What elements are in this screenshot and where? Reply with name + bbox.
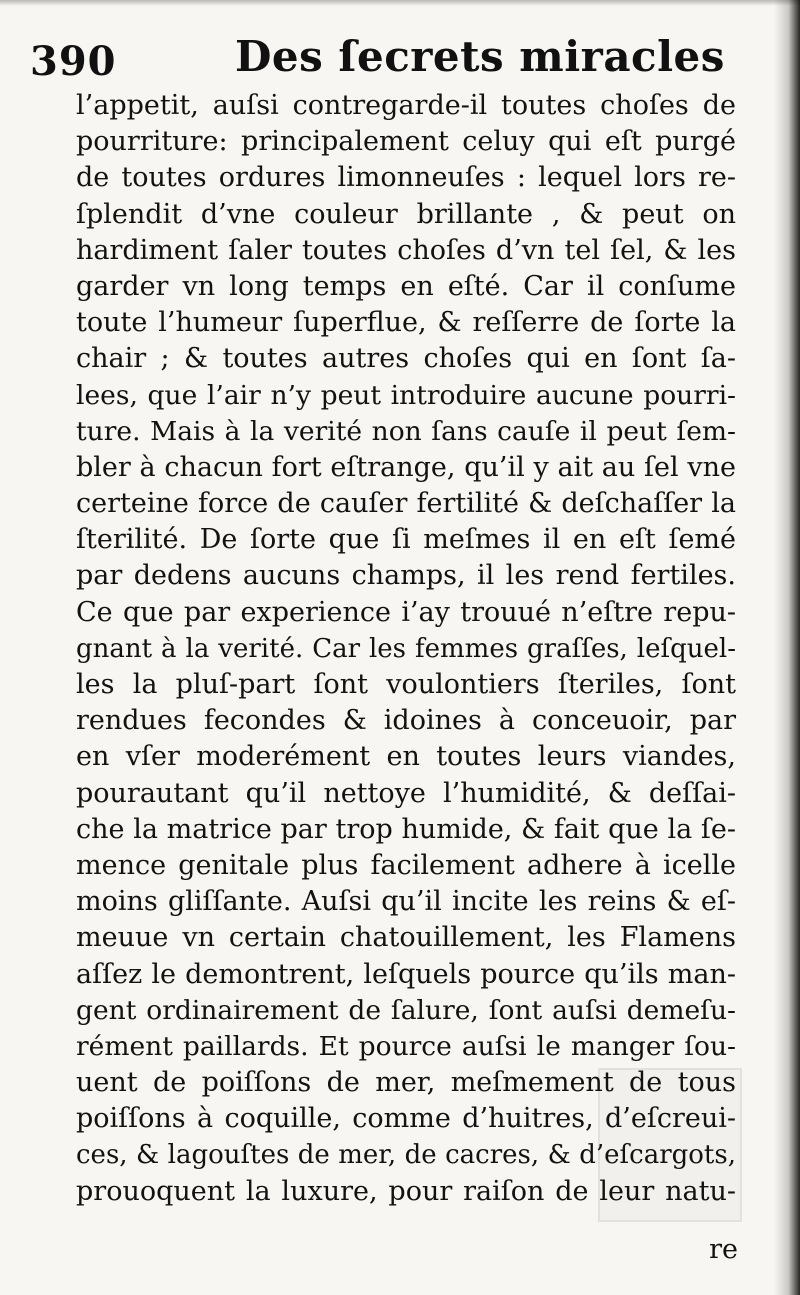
text-line: de toutes ordures limonneuſes : lequel lors re- bbox=[76, 162, 736, 194]
text-line: rendues fecondes & idoines à conceuoir, par bbox=[76, 705, 736, 737]
text-line: chair ; & toutes autres choſes qui en ſont ſa- bbox=[76, 343, 736, 375]
text-line: ſplendit d’vne couleur brillante , & peut on bbox=[76, 198, 736, 230]
text-line: rément paillards. Et pource auſsi le manger ſou- bbox=[76, 1030, 736, 1062]
binding-shadow bbox=[774, 0, 800, 1295]
text-line: gent ordinairement de ſalure, ſont auſsi demeſu- bbox=[76, 994, 736, 1026]
text-line: gnant à la verité. Car les femmes graſſes, leſquel- bbox=[76, 633, 736, 664]
page-footer bbox=[0, 1234, 800, 1274]
text-line: garder vn long temps en eſté. Car il conſume bbox=[76, 270, 736, 302]
text-line: mence genitale plus facilement adhere à icelle bbox=[76, 849, 736, 881]
text-line: en vſer moderément en toutes leurs viandes, bbox=[76, 741, 736, 773]
text-line: certeine force de cauſer fertilité & deſchaſſer la bbox=[76, 488, 736, 520]
page-top-edge bbox=[0, 0, 800, 6]
text-line: bler à chacun fort eſtrange, qu’il y ait au ſel vne bbox=[76, 451, 736, 483]
text-line: les la pluſ-part ſont voulontiers ſteriles, ſont bbox=[76, 669, 736, 700]
text-line: meuue vn certain chatouillement, les Flamens bbox=[76, 922, 736, 954]
body-text bbox=[76, 88, 736, 1210]
running-title: Des ſecrets miracles bbox=[235, 32, 725, 81]
text-line: aſſez le demontrent, leſquels pource qu’ils man- bbox=[76, 958, 736, 990]
text-line: prouoquent la luxure, pour raiſon de leur natu- bbox=[76, 1175, 736, 1207]
text-line: pourautant qu’il nettoye l’humidité, & deſſai- bbox=[76, 777, 736, 809]
text-line: ces, & lagouſtes de mer, de cacres, & d’eſcargots, bbox=[76, 1140, 736, 1171]
text-line: Ce que par experience i’ay trouué n’eſtre repu- bbox=[76, 596, 736, 628]
text-line: pourriture: principalement celuy qui eſt purgé bbox=[76, 126, 736, 158]
catchword: re bbox=[709, 1234, 738, 1265]
text-line: par dedens aucuns champs, il les rend fertiles. bbox=[76, 560, 736, 592]
page-number: 390 bbox=[30, 38, 117, 85]
text-line: ture. Mais à la verité non ſans cauſe il peut ſem- bbox=[76, 415, 736, 447]
text-line: moins gliſſante. Auſsi qu’il incite les reins & eſ- bbox=[76, 886, 736, 918]
text-line: che la matrice par trop humide, & fait que la ſe- bbox=[76, 813, 736, 845]
text-line: poiſſons à coquille, comme d’huitres, d’eſcreui- bbox=[76, 1103, 736, 1135]
text-line: lees, que l’air n’y peut introduire aucune pourri- bbox=[76, 379, 736, 411]
text-line: ſterilité. De ſorte que ſi meſmes il en eſt ſemé bbox=[76, 524, 736, 556]
text-line: toute l’humeur ſuperflue, & reſſerre de ſorte la bbox=[76, 307, 736, 339]
page-header bbox=[30, 28, 770, 88]
text-line: hardiment ſaler toutes choſes d’vn tel ſel, & les bbox=[76, 234, 736, 266]
text-line: l’appetit, auſsi contregarde-il toutes choſes de bbox=[76, 90, 736, 121]
text-line: uent de poiſſons de mer, meſmement de tous bbox=[76, 1067, 736, 1099]
